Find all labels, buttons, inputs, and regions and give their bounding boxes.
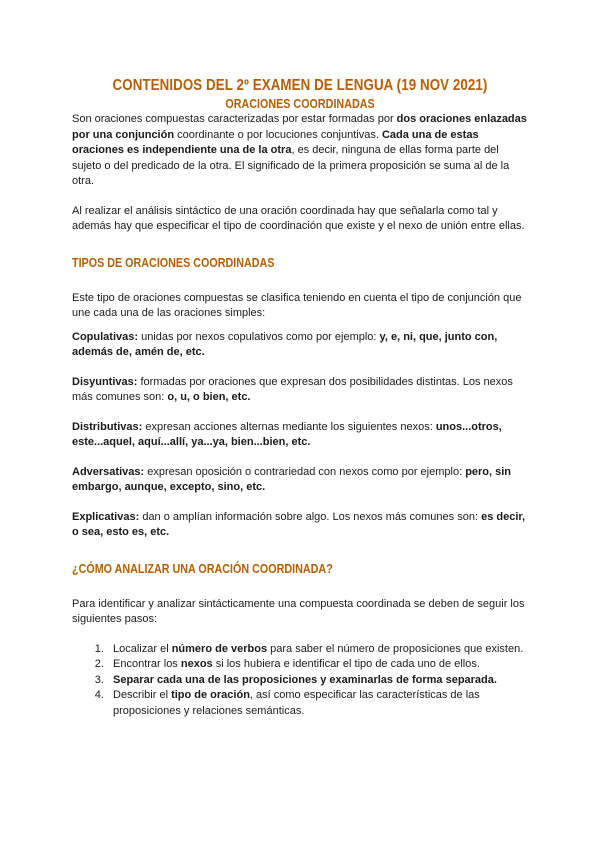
tipos-intro: Este tipo de oraciones compuestas se clasifica teniendo en cuenta el tipo de conjunción que une cada una de las oraciones simples: bbox=[72, 291, 522, 319]
tipo-label: Distributivas: bbox=[72, 420, 143, 433]
list-item bbox=[107, 688, 528, 719]
intro-text: coordinante o por locuciones conjuntivas. bbox=[174, 128, 382, 141]
step-bold: nexos bbox=[180, 658, 213, 670]
step-bold: tipo de oración bbox=[171, 689, 250, 701]
step-bold: Separar cada una de las proposiciones y examinarlas de forma separada. bbox=[113, 673, 497, 686]
steps-list bbox=[72, 642, 528, 720]
tipo-text: unidas por nexos copulativos como por ejemplo: bbox=[138, 330, 380, 343]
intro-text: , es decir, ninguna de ellas forma parte del sujeto o del predicado de la otra. El significado de la primera proposición se suma al de la otra. bbox=[72, 144, 510, 187]
tipo-disyuntivas bbox=[72, 375, 528, 406]
tipo-label: Adversativas: bbox=[72, 465, 145, 478]
intro-paragraph-1 bbox=[72, 112, 528, 190]
step-text: Describir el bbox=[113, 689, 172, 701]
intro-text: Son oraciones compuestas caracterizadas por estar formadas por bbox=[72, 113, 397, 125]
list-item bbox=[107, 657, 528, 673]
step-text: para saber el número de proposiciones que existen. bbox=[267, 642, 524, 655]
step-bold: número de verbos bbox=[171, 642, 268, 655]
page-title: CONTENIDOS DEL 2º EXAMEN DE LENGUA (19 NOV 2021) bbox=[112, 77, 488, 94]
tipo-text: dan o amplían información sobre algo. Los nexos más comunes son: bbox=[139, 510, 482, 523]
step-text: si los hubiera e identificar el tipo de cada uno de ellos. bbox=[212, 658, 480, 670]
tipo-examples: es decir, o sea, esto es, etc. bbox=[72, 510, 526, 538]
list-item bbox=[107, 642, 528, 658]
tipo-examples: unos...otros, este...aquel, aquí...allí, ya...ya, bien...bien, etc. bbox=[72, 420, 502, 448]
tipo-examples: o, u, o bien, etc. bbox=[167, 391, 251, 403]
step-text: Encontrar los bbox=[113, 658, 181, 670]
section-heading-tipos: TIPOS DE ORACIONES COORDINADAS bbox=[72, 255, 275, 270]
tipo-explicativas bbox=[72, 510, 528, 541]
step-text: , así como especificar las características de las proposiciones y relaciones semánticas. bbox=[113, 689, 480, 717]
step-text: Localizar el bbox=[113, 642, 172, 655]
intro-paragraph-2: Al realizar el análisis sintáctico de una oración coordinada hay que señalarla como tal y además hay que especificar el tipo de coordinación que existe y el nexo de unión entre ellas. bbox=[72, 204, 525, 232]
tipo-text: expresan acciones alternas mediante los siguientes nexos: bbox=[142, 420, 436, 433]
tipo-copulativas bbox=[72, 330, 528, 361]
page-subtitle: ORACIONES COORDINADAS bbox=[225, 97, 375, 111]
tipo-distributivas bbox=[72, 420, 528, 451]
tipo-examples: y, e, ni, que, junto con, además de, amén de, etc. bbox=[72, 330, 498, 358]
tipo-label: Disyuntivas: bbox=[72, 375, 138, 388]
list-item bbox=[107, 673, 528, 689]
tipo-text: expresan oposición o contrariedad con nexos como por ejemplo: bbox=[144, 465, 466, 478]
section-heading-analisis: ¿CÓMO ANALIZAR UNA ORACIÓN COORDINADA? bbox=[72, 561, 333, 576]
tipo-label: Explicativas: bbox=[72, 510, 140, 523]
tipo-examples: pero, sin embargo, aunque, excepto, sino, etc. bbox=[72, 465, 512, 493]
tipo-text: formadas por oraciones que expresan dos posibilidades distintas. Los nexos más comunes son: bbox=[72, 375, 513, 403]
tipo-adversativas bbox=[72, 465, 528, 496]
tipo-label: Copulativas: bbox=[72, 330, 139, 343]
analisis-intro: Para identificar y analizar sintácticamente una compuesta coordinada se deben de seguir los siguientes pasos: bbox=[72, 597, 525, 625]
intro-bold: Cada una de estas oraciones es independiente una de la otra bbox=[72, 128, 479, 156]
intro-bold: dos oraciones enlazadas por una conjunción bbox=[72, 113, 527, 141]
